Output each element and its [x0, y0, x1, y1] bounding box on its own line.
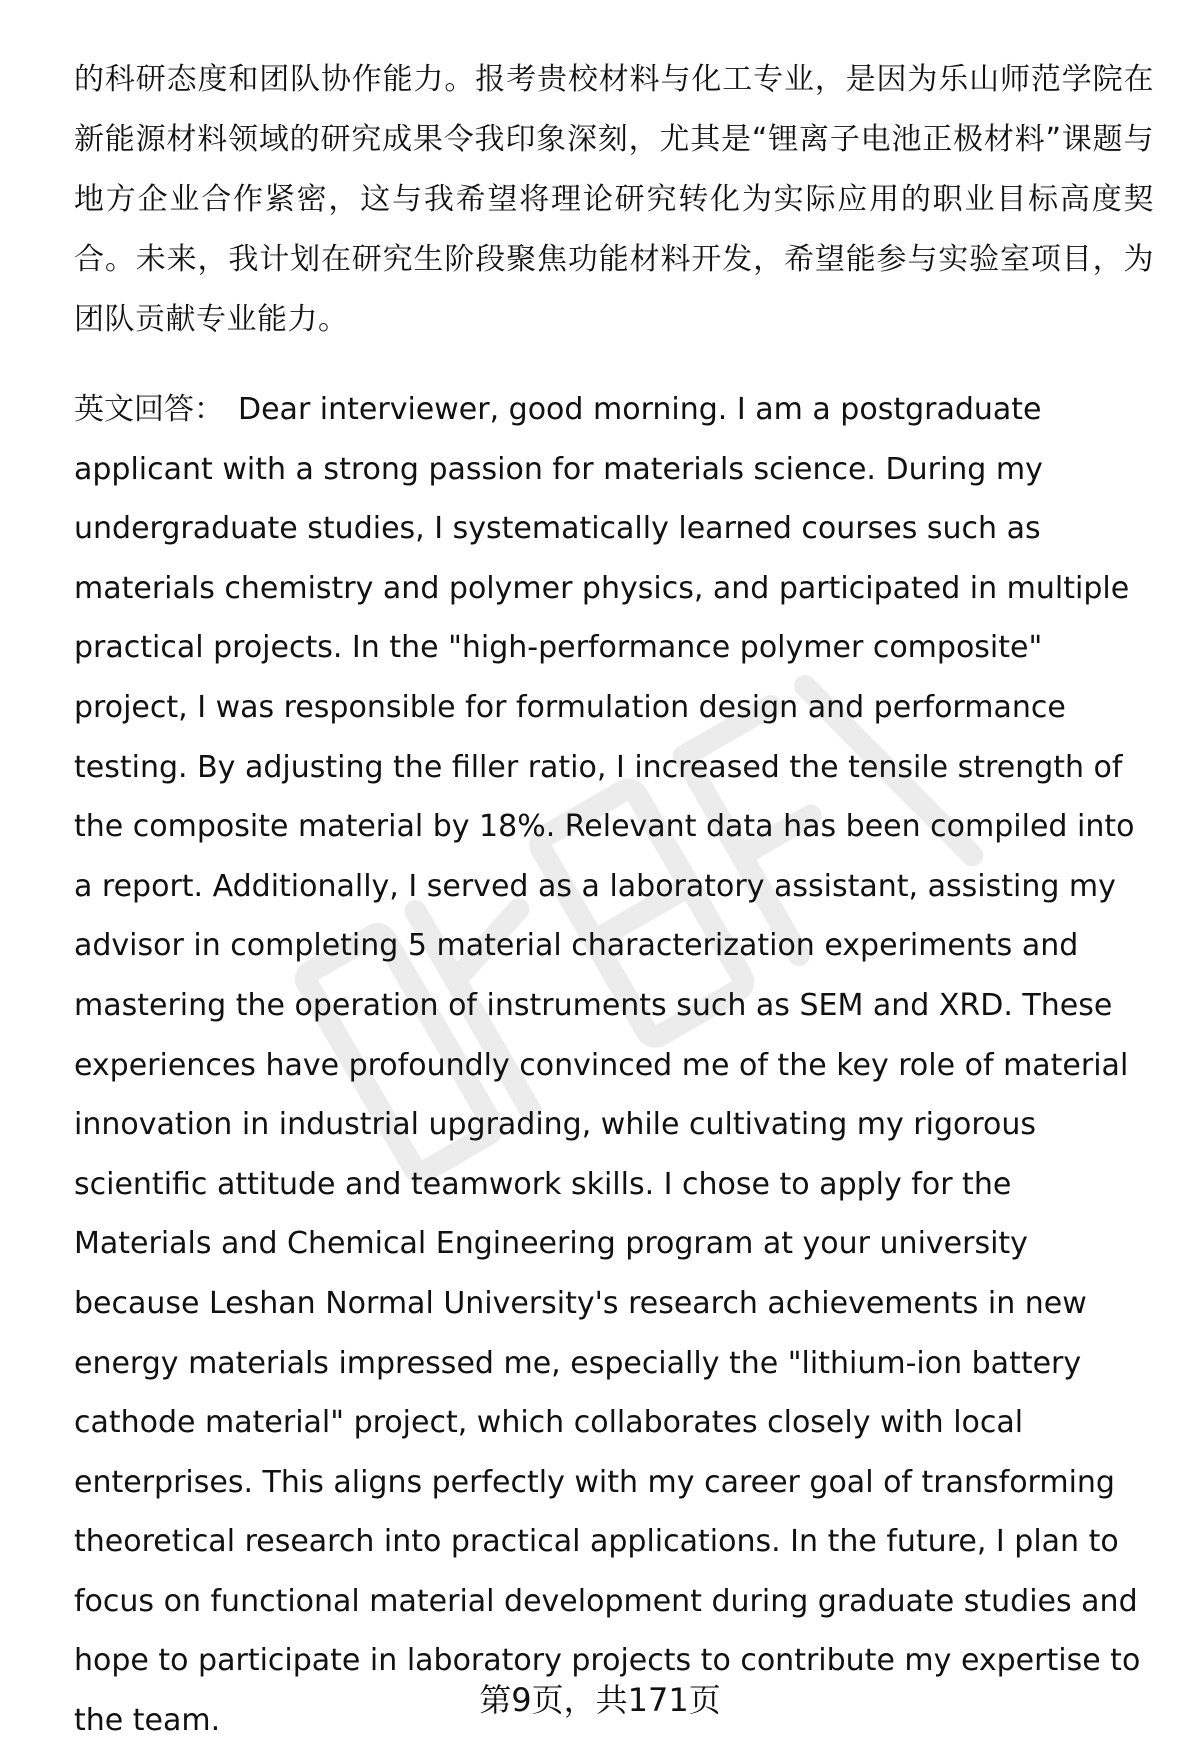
english-answer-text: Dear interviewer, good morning. I am a postgraduate applicant with a strong passion for materials science. During my undergraduate studies, I systematically learned courses such as materials chemistry and polymer physics, and participated in multiple practical projects. In the "high-performance polymer composite" project, I was responsible for formulation design and performance testing. By adjusting the filler ratio, I increased the tensile strength of the composite material by 18%. Relevant data has been compiled into a report. Additionally, I served as a laboratory assistant, assisting my advisor in completing 5 material characterization experiments and mastering the operation of instruments such as SEM and XRD. These experiences have profoundly convinced me of the key role of material innovation in industrial upgrading, while cultivating my rigorous scientific attitude and teamwork skills. I chose to apply for the Materials and Chemical Engineering program at your university because Leshan Normal University's research achievements in new energy materials impressed me, especially the "lithium-ion battery cathode material" project, which collaborates closely with local enterprises. This aligns perfectly with my career goal of transforming theoretical research into practical applications. In the future, I plan to focus on functional material development during graduate studies and hope to participate in laboratory projects to contribute my expertise to the team.: [74, 392, 1141, 1739]
english-answer-paragraph: [74, 380, 1154, 1751]
page-number-footer: 第9页，共171页: [479, 1681, 721, 1719]
chinese-paragraph: 的科研态度和团队协作能力。报考贵校材料与化工专业，是因为乐山师范学院在新能源材料领域的研究成果令我印象深刻，尤其是“锂离子电池正极材料”课题与地方企业合作紧密，这与我希望将理论研究转化为实际应用的职业目标高度契合。未来，我计划在研究生阶段聚焦功能材料开发，希望能参与实验室项目，为团队贡献专业能力。: [74, 62, 1154, 337]
document-body: [74, 50, 1154, 1751]
english-answer-label: 英文回答：: [74, 392, 224, 427]
